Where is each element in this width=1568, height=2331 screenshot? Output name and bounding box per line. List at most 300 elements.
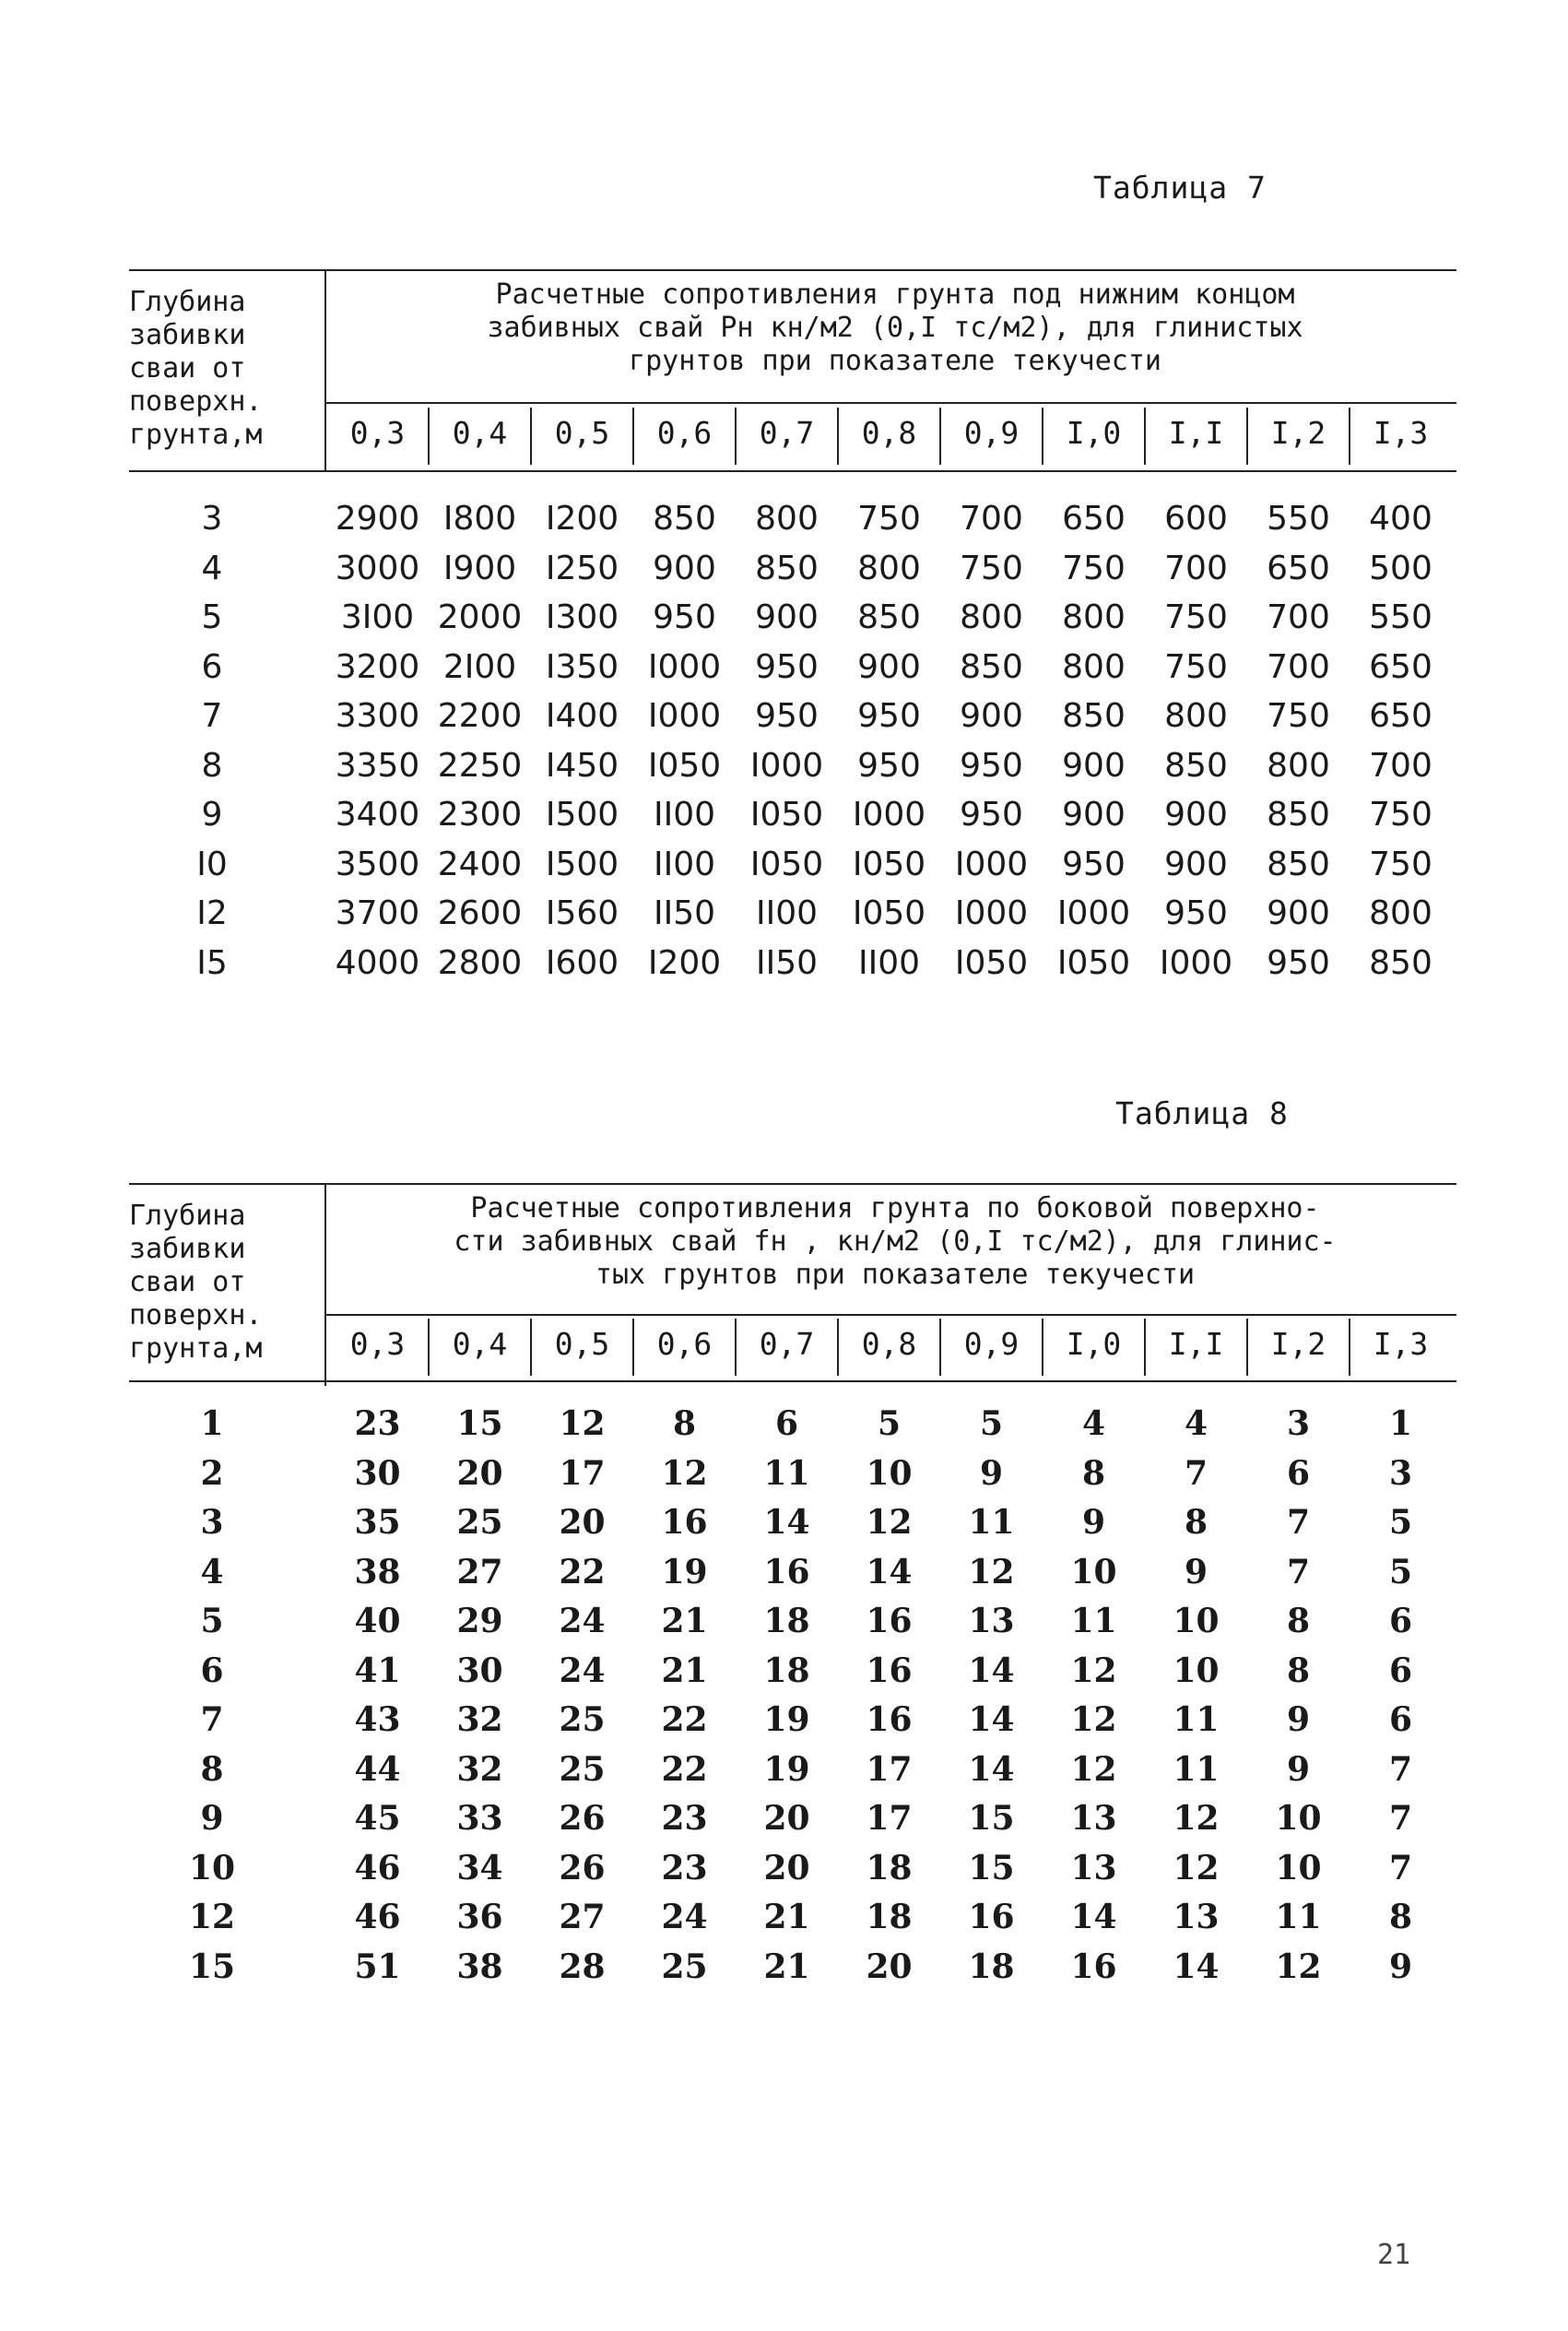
table8-cell: 13 — [968, 1602, 1015, 1640]
table7-cell: I000 — [647, 647, 722, 686]
table7-row-depth: 9 — [201, 796, 223, 834]
table8-cell: 16 — [661, 1503, 708, 1542]
table7-header-bottom-rule — [129, 470, 1456, 472]
table8-cell: 25 — [559, 1700, 606, 1739]
table8-cell: 29 — [456, 1602, 503, 1640]
table7-span-header: Расчетные сопротивления грунта под нижним концом забивных свай Pн кн/м2 (0,I тс/м2), для глинистых грунтов при показателе текучести — [487, 278, 1303, 377]
table8-row-depth: 8 — [200, 1749, 224, 1789]
table7-col-header: I,3 — [1373, 415, 1429, 451]
table8-col-header: 0,5 — [554, 1326, 610, 1362]
table7-row-depth: 3 — [201, 500, 223, 538]
table8-cell: 23 — [661, 1799, 708, 1838]
table8-cell: 12 — [968, 1552, 1015, 1591]
table8-cell: 16 — [1070, 1946, 1117, 1986]
table7-row-depth: 7 — [201, 697, 223, 735]
table7-row-depth: 8 — [201, 746, 223, 785]
page-number: 21 — [1377, 2239, 1411, 2271]
table7-cell: 2800 — [437, 943, 523, 982]
table7-col-header: 0,6 — [656, 415, 713, 451]
table8-row-depth: 6 — [200, 1651, 224, 1690]
table8-cell: 23 — [661, 1848, 708, 1887]
table8-cell: 7 — [1388, 1749, 1413, 1789]
table7-cell: I300 — [545, 598, 619, 636]
table7-cell: 2200 — [437, 697, 523, 735]
table8-col-header: 0,9 — [963, 1326, 1020, 1362]
table8-cell: 6 — [1388, 1602, 1413, 1640]
table7-col-divider — [1042, 408, 1043, 465]
table7-cell: I000 — [852, 796, 926, 834]
table7-cell: 800 — [1062, 647, 1126, 686]
table8-cell: 17 — [866, 1799, 913, 1838]
table8-cell: 9 — [1184, 1552, 1208, 1591]
table8-cell: 16 — [763, 1552, 810, 1591]
table7-col-divider — [428, 408, 430, 465]
table8-cell: 24 — [661, 1898, 708, 1936]
table7-col-divider — [1246, 408, 1248, 465]
table7-depth-header: Глубина забивки сваи от поверхн. грунта,м — [129, 286, 263, 451]
table7-cell: 750 — [1164, 647, 1228, 686]
table8-cell: 20 — [559, 1503, 606, 1542]
table7-cell: II00 — [653, 845, 716, 883]
table7-cell: I050 — [647, 746, 722, 785]
table7-cell: I050 — [852, 894, 926, 932]
table7-cell: 800 — [1369, 894, 1432, 932]
table7-cell: 900 — [1062, 796, 1126, 834]
table7-cell: 2400 — [437, 845, 523, 883]
table8-cell: 16 — [866, 1602, 913, 1640]
table7-cell: I200 — [545, 500, 619, 538]
table8-cell: 10 — [1173, 1651, 1220, 1690]
table8-row-depth: 7 — [200, 1700, 224, 1739]
table8-cell: 14 — [968, 1700, 1015, 1739]
table8-cell: 18 — [866, 1848, 913, 1887]
table8-cell: 22 — [661, 1700, 708, 1739]
table7-cell: 3000 — [335, 549, 420, 587]
table7-row-depth: I0 — [196, 845, 228, 883]
table8-cell: 14 — [866, 1552, 913, 1591]
table8-cell: 5 — [877, 1404, 902, 1443]
table7-cell: 900 — [653, 549, 716, 587]
table7-cell: I200 — [647, 943, 722, 982]
table8-cell: 5 — [979, 1404, 1004, 1443]
table8-cell: 7 — [1286, 1552, 1311, 1591]
table8-cell: 10 — [1070, 1552, 1117, 1591]
table8-header-bottom-rule — [129, 1380, 1456, 1382]
table8-cell: 7 — [1388, 1848, 1413, 1887]
table8-cell: 8 — [1184, 1503, 1208, 1542]
table8-cell: 14 — [1173, 1946, 1220, 1986]
table7-cell: I000 — [954, 845, 1029, 883]
table8-cell: 11 — [1173, 1700, 1220, 1739]
table7-cell: 3300 — [335, 697, 420, 735]
table8-row-depth: 10 — [188, 1848, 236, 1887]
table8-cell: 6 — [1388, 1700, 1413, 1739]
table8-col-divider — [1246, 1319, 1248, 1376]
table8-cell: 14 — [968, 1651, 1015, 1690]
table7-cell: 900 — [1164, 796, 1228, 834]
table7-title: Таблица 7 — [1093, 170, 1267, 206]
table8-row-depth: 15 — [188, 1946, 236, 1986]
table8-cell: 18 — [763, 1602, 810, 1640]
table7-col-divider — [530, 408, 532, 465]
table8-cell: 15 — [968, 1799, 1015, 1838]
table8-cell: 22 — [661, 1749, 708, 1789]
table8-cell: 12 — [1070, 1700, 1117, 1739]
table7-cell: 700 — [1164, 549, 1228, 587]
table7-cell: 750 — [1369, 796, 1432, 834]
table8-cell: 10 — [866, 1453, 913, 1493]
table7-col-divider — [837, 408, 839, 465]
table7-cell: 550 — [1369, 598, 1432, 636]
table8-cell: 40 — [354, 1602, 401, 1640]
table8-cell: 9 — [1388, 1946, 1413, 1986]
table8-cell: 6 — [1388, 1651, 1413, 1690]
table8-cell: 11 — [763, 1453, 810, 1493]
table8-cell: 21 — [661, 1651, 708, 1690]
table8-col-header: 0,7 — [759, 1326, 815, 1362]
table7-cell: II00 — [857, 943, 921, 982]
table7-col-header: I,0 — [1066, 415, 1122, 451]
table8-cell: 36 — [456, 1898, 503, 1936]
table7-top-rule — [129, 269, 1456, 271]
table7-cell: 850 — [1369, 943, 1432, 982]
table7-cell: 900 — [1062, 746, 1126, 785]
table8-cell: 43 — [354, 1700, 401, 1739]
table7-col-header: 0,3 — [349, 415, 406, 451]
table8-cell: 7 — [1388, 1799, 1413, 1838]
table7-col-header: 0,4 — [452, 415, 508, 451]
table8-cell: 5 — [1388, 1552, 1413, 1591]
table7-cell: 2300 — [437, 796, 523, 834]
table7-cell: 900 — [1267, 894, 1330, 932]
table7-cell: 750 — [1164, 598, 1228, 636]
table8-cell: 13 — [1070, 1799, 1117, 1838]
table7-cell: 850 — [857, 598, 921, 636]
table7-cell: 900 — [857, 647, 921, 686]
table8-col-divider — [428, 1319, 430, 1376]
table7-cell: 550 — [1267, 500, 1330, 538]
table7-cell: 750 — [1267, 697, 1330, 735]
table7-cell: I250 — [545, 549, 619, 587]
table8-cell: 22 — [559, 1552, 606, 1591]
table8-col-header: 0,3 — [349, 1326, 406, 1362]
table8-col-divider — [837, 1319, 839, 1376]
table8-cell: 17 — [866, 1749, 913, 1789]
table7-cell: I050 — [749, 845, 824, 883]
table7-cell: I500 — [545, 796, 619, 834]
table8-cell: 25 — [661, 1946, 708, 1986]
table8-row-depth: 9 — [200, 1799, 224, 1838]
table7-cell: 500 — [1369, 549, 1432, 587]
table8-col-header: 0,8 — [861, 1326, 917, 1362]
table8-cell: 25 — [559, 1749, 606, 1789]
table7-col-header: 0,9 — [963, 415, 1020, 451]
table7-col-header: 0,5 — [554, 415, 610, 451]
table7-cell: 800 — [1267, 746, 1330, 785]
table7-cell: 950 — [755, 697, 819, 735]
table8-cell: 18 — [763, 1651, 810, 1690]
table7-cell: 400 — [1369, 500, 1432, 538]
table8-col-divider — [735, 1319, 737, 1376]
table8-cell: 34 — [456, 1848, 503, 1887]
table7-cell: 2250 — [437, 746, 523, 785]
table7-cell: 750 — [1062, 549, 1126, 587]
table7-row-depth: 5 — [201, 598, 223, 636]
table8-cell: 13 — [1173, 1898, 1220, 1936]
table8-cell: 18 — [866, 1898, 913, 1936]
table7-cell: I050 — [1056, 943, 1131, 982]
table8-col-header: I,2 — [1270, 1326, 1326, 1362]
table8-cell: 41 — [354, 1651, 401, 1690]
table8-cell: 32 — [456, 1749, 503, 1789]
table7-row-depth: I5 — [196, 943, 228, 982]
table7-cell: II50 — [755, 943, 819, 982]
table7-cell: 800 — [960, 598, 1023, 636]
table7-cell: I000 — [749, 746, 824, 785]
table7-cell: 750 — [960, 549, 1023, 587]
table7-cell: 950 — [857, 697, 921, 735]
table8-cell: 19 — [661, 1552, 708, 1591]
table7-cell: 3400 — [335, 796, 420, 834]
table7-cell: 4000 — [335, 943, 420, 982]
table8-row-depth: 4 — [200, 1552, 224, 1591]
table7-cell: 850 — [653, 500, 716, 538]
table8-cell: 9 — [1286, 1749, 1311, 1789]
table7-cell: I450 — [545, 746, 619, 785]
table8-cell: 8 — [1388, 1898, 1413, 1936]
table7-cell: 850 — [960, 647, 1023, 686]
table8-depth-header: Глубина забивки сваи от поверхн. грунта,м — [129, 1200, 263, 1365]
table8-cell: 3 — [1388, 1453, 1413, 1493]
table8-cell: 11 — [1173, 1749, 1220, 1789]
table8-cell: 4 — [1184, 1404, 1208, 1443]
table7-cell: 650 — [1062, 500, 1126, 538]
table7-cell: I800 — [442, 500, 517, 538]
table8-cell: 16 — [866, 1651, 913, 1690]
table7-cell: 700 — [960, 500, 1023, 538]
table8-cell: 21 — [763, 1898, 810, 1936]
table8-cell: 14 — [1070, 1898, 1117, 1936]
table8-cell: 19 — [763, 1749, 810, 1789]
table8-cell: 16 — [968, 1898, 1015, 1936]
table8-col-divider — [530, 1319, 532, 1376]
table8-cell: 17 — [559, 1453, 606, 1493]
table8-cell: 8 — [1286, 1651, 1311, 1690]
table8-cell: 9 — [1081, 1503, 1106, 1542]
table8-cell: 32 — [456, 1700, 503, 1739]
table8-cell: 12 — [661, 1453, 708, 1493]
table8-col-header: I,I — [1168, 1326, 1224, 1362]
table8-col-header: 0,6 — [656, 1326, 713, 1362]
table7-col-header: 0,8 — [861, 415, 917, 451]
table8-cell: 15 — [968, 1848, 1015, 1887]
table8-cell: 5 — [1388, 1503, 1413, 1542]
table7-cell: 2000 — [437, 598, 523, 636]
table8-cell: 51 — [354, 1946, 401, 1986]
table7-col-header: I,I — [1168, 415, 1224, 451]
table7-col-divider — [735, 408, 737, 465]
table8-cell: 46 — [354, 1848, 401, 1887]
table8-cell: 46 — [354, 1898, 401, 1936]
table8-cell: 16 — [866, 1700, 913, 1739]
table7-cell: 3700 — [335, 894, 420, 932]
table7-cell: 3I00 — [340, 598, 415, 636]
table7-cell: 950 — [1267, 943, 1330, 982]
table8-col-divider — [1349, 1319, 1350, 1376]
table7-cell: I560 — [545, 894, 619, 932]
table7-cell: I050 — [749, 796, 824, 834]
table7-cell: I400 — [545, 697, 619, 735]
table8-cell: 7 — [1286, 1503, 1311, 1542]
table7-cell: 950 — [857, 746, 921, 785]
table7-cell: 950 — [755, 647, 819, 686]
table8-cell: 8 — [672, 1404, 697, 1443]
table7-cell: 850 — [1267, 796, 1330, 834]
table8-cell: 21 — [661, 1602, 708, 1640]
table8-cell: 3 — [1286, 1404, 1311, 1443]
table7-cell: I000 — [1056, 894, 1131, 932]
table7-cell: 650 — [1369, 697, 1432, 735]
table8-cell: 26 — [559, 1848, 606, 1887]
table7-cell: 700 — [1369, 746, 1432, 785]
table8-cell: 1 — [1388, 1404, 1413, 1443]
table8-cell: 27 — [559, 1898, 606, 1936]
table8-cell: 10 — [1173, 1602, 1220, 1640]
table8-row-depth: 12 — [188, 1898, 236, 1936]
table7-col-divider — [632, 408, 634, 465]
table7-cell: 750 — [1369, 845, 1432, 883]
table8-cell: 14 — [763, 1503, 810, 1542]
table8-cell: 23 — [354, 1404, 401, 1443]
table8-top-rule — [129, 1183, 1456, 1185]
table8-cell: 30 — [354, 1453, 401, 1493]
table8-col-header: I,3 — [1373, 1326, 1429, 1362]
table7-cell: I000 — [1159, 943, 1233, 982]
table8-cell: 21 — [763, 1946, 810, 1986]
table8-cell: 14 — [968, 1749, 1015, 1789]
table8-cell: 10 — [1275, 1799, 1322, 1838]
table8-row-depth: 2 — [200, 1453, 224, 1493]
table8 — [129, 1183, 1456, 2068]
table8-row-depth: 5 — [200, 1602, 224, 1640]
table8-cell: 6 — [774, 1404, 799, 1443]
table8-cell: 12 — [1173, 1799, 1220, 1838]
table7-cell: 2600 — [437, 894, 523, 932]
table8-cell: 28 — [559, 1946, 606, 1986]
table7-cell: 800 — [1164, 697, 1228, 735]
table8-cell: 11 — [968, 1503, 1015, 1542]
table7-cell: 650 — [1267, 549, 1330, 587]
table7-row-depth: 6 — [201, 647, 223, 686]
table8-cell: 19 — [763, 1700, 810, 1739]
table7-cell: 800 — [857, 549, 921, 587]
table8-col-divider — [939, 1319, 941, 1376]
table8-cell: 9 — [1286, 1700, 1311, 1739]
table8-cell: 20 — [866, 1946, 913, 1986]
table7-cell: 900 — [1164, 845, 1228, 883]
table8-col-divider — [632, 1319, 634, 1376]
table7-cell: 800 — [1062, 598, 1126, 636]
table7-cell: 3350 — [335, 746, 420, 785]
table7-col-header: I,2 — [1270, 415, 1326, 451]
table8-cell: 24 — [559, 1651, 606, 1690]
table7-cell: 900 — [960, 697, 1023, 735]
table8-cell: 7 — [1184, 1453, 1208, 1493]
table8-col-divider — [1144, 1319, 1146, 1376]
table8-cell: 25 — [456, 1503, 503, 1542]
table8-cell: 8 — [1081, 1453, 1106, 1493]
table7-cell: 800 — [755, 500, 819, 538]
table8-col-divider — [1042, 1319, 1043, 1376]
table7-cell: 2900 — [335, 500, 420, 538]
table8-title: Таблица 8 — [1115, 1095, 1289, 1131]
table7-col-divider — [1144, 408, 1146, 465]
table7-cell: I500 — [545, 845, 619, 883]
table8-cell: 6 — [1286, 1453, 1311, 1493]
table8-cell: 12 — [1070, 1749, 1117, 1789]
table7-cell: I600 — [545, 943, 619, 982]
table7-cell: II50 — [653, 894, 716, 932]
table7-cell: 950 — [653, 598, 716, 636]
table8-cell: 12 — [1070, 1651, 1117, 1690]
table8-cell: 33 — [456, 1799, 503, 1838]
table7-row-depth: I2 — [196, 894, 228, 932]
table8-cell: 18 — [968, 1946, 1015, 1986]
table7-cell: 850 — [1164, 746, 1228, 785]
table8-cell: 24 — [559, 1602, 606, 1640]
table8-cell: 38 — [456, 1946, 503, 1986]
table7-colhead-rule — [324, 402, 1456, 404]
table8-cell: 13 — [1070, 1848, 1117, 1887]
table7-cell: 3200 — [335, 647, 420, 686]
table7-col-header: 0,7 — [759, 415, 815, 451]
table8-cell: 30 — [456, 1651, 503, 1690]
table7-cell: 850 — [755, 549, 819, 587]
table7-cell: I050 — [954, 943, 1029, 982]
table8-cell: 45 — [354, 1799, 401, 1838]
table7-cell: 950 — [960, 746, 1023, 785]
table7-cell: 900 — [755, 598, 819, 636]
table7-cell: 850 — [1062, 697, 1126, 735]
table7-cell: 850 — [1267, 845, 1330, 883]
table8-cell: 20 — [763, 1799, 810, 1838]
table8-cell: 11 — [1070, 1602, 1117, 1640]
table7 — [129, 269, 1456, 1007]
table8-cell: 4 — [1081, 1404, 1106, 1443]
table8-cell: 9 — [979, 1453, 1004, 1493]
table7-cell: I900 — [442, 549, 517, 587]
table7-cell: I000 — [647, 697, 722, 735]
table8-cell: 38 — [354, 1552, 401, 1591]
table8-cell: 8 — [1286, 1602, 1311, 1640]
table8-cell: 35 — [354, 1503, 401, 1542]
table8-cell: 15 — [456, 1404, 503, 1443]
table8-cell: 20 — [763, 1848, 810, 1887]
table8-cell: 12 — [1275, 1946, 1322, 1986]
table7-cell: 700 — [1267, 647, 1330, 686]
table7-row-depth: 4 — [201, 549, 223, 587]
table8-cell: 12 — [1173, 1848, 1220, 1887]
table7-cell: 750 — [857, 500, 921, 538]
table8-cell: 11 — [1275, 1898, 1322, 1936]
table8-cell: 12 — [559, 1404, 606, 1443]
table7-cell: II00 — [653, 796, 716, 834]
table8-row-depth: 1 — [200, 1404, 224, 1443]
table7-cell: 600 — [1164, 500, 1228, 538]
table7-col-divider — [939, 408, 941, 465]
table7-cell: I050 — [852, 845, 926, 883]
table8-cell: 44 — [354, 1749, 401, 1789]
